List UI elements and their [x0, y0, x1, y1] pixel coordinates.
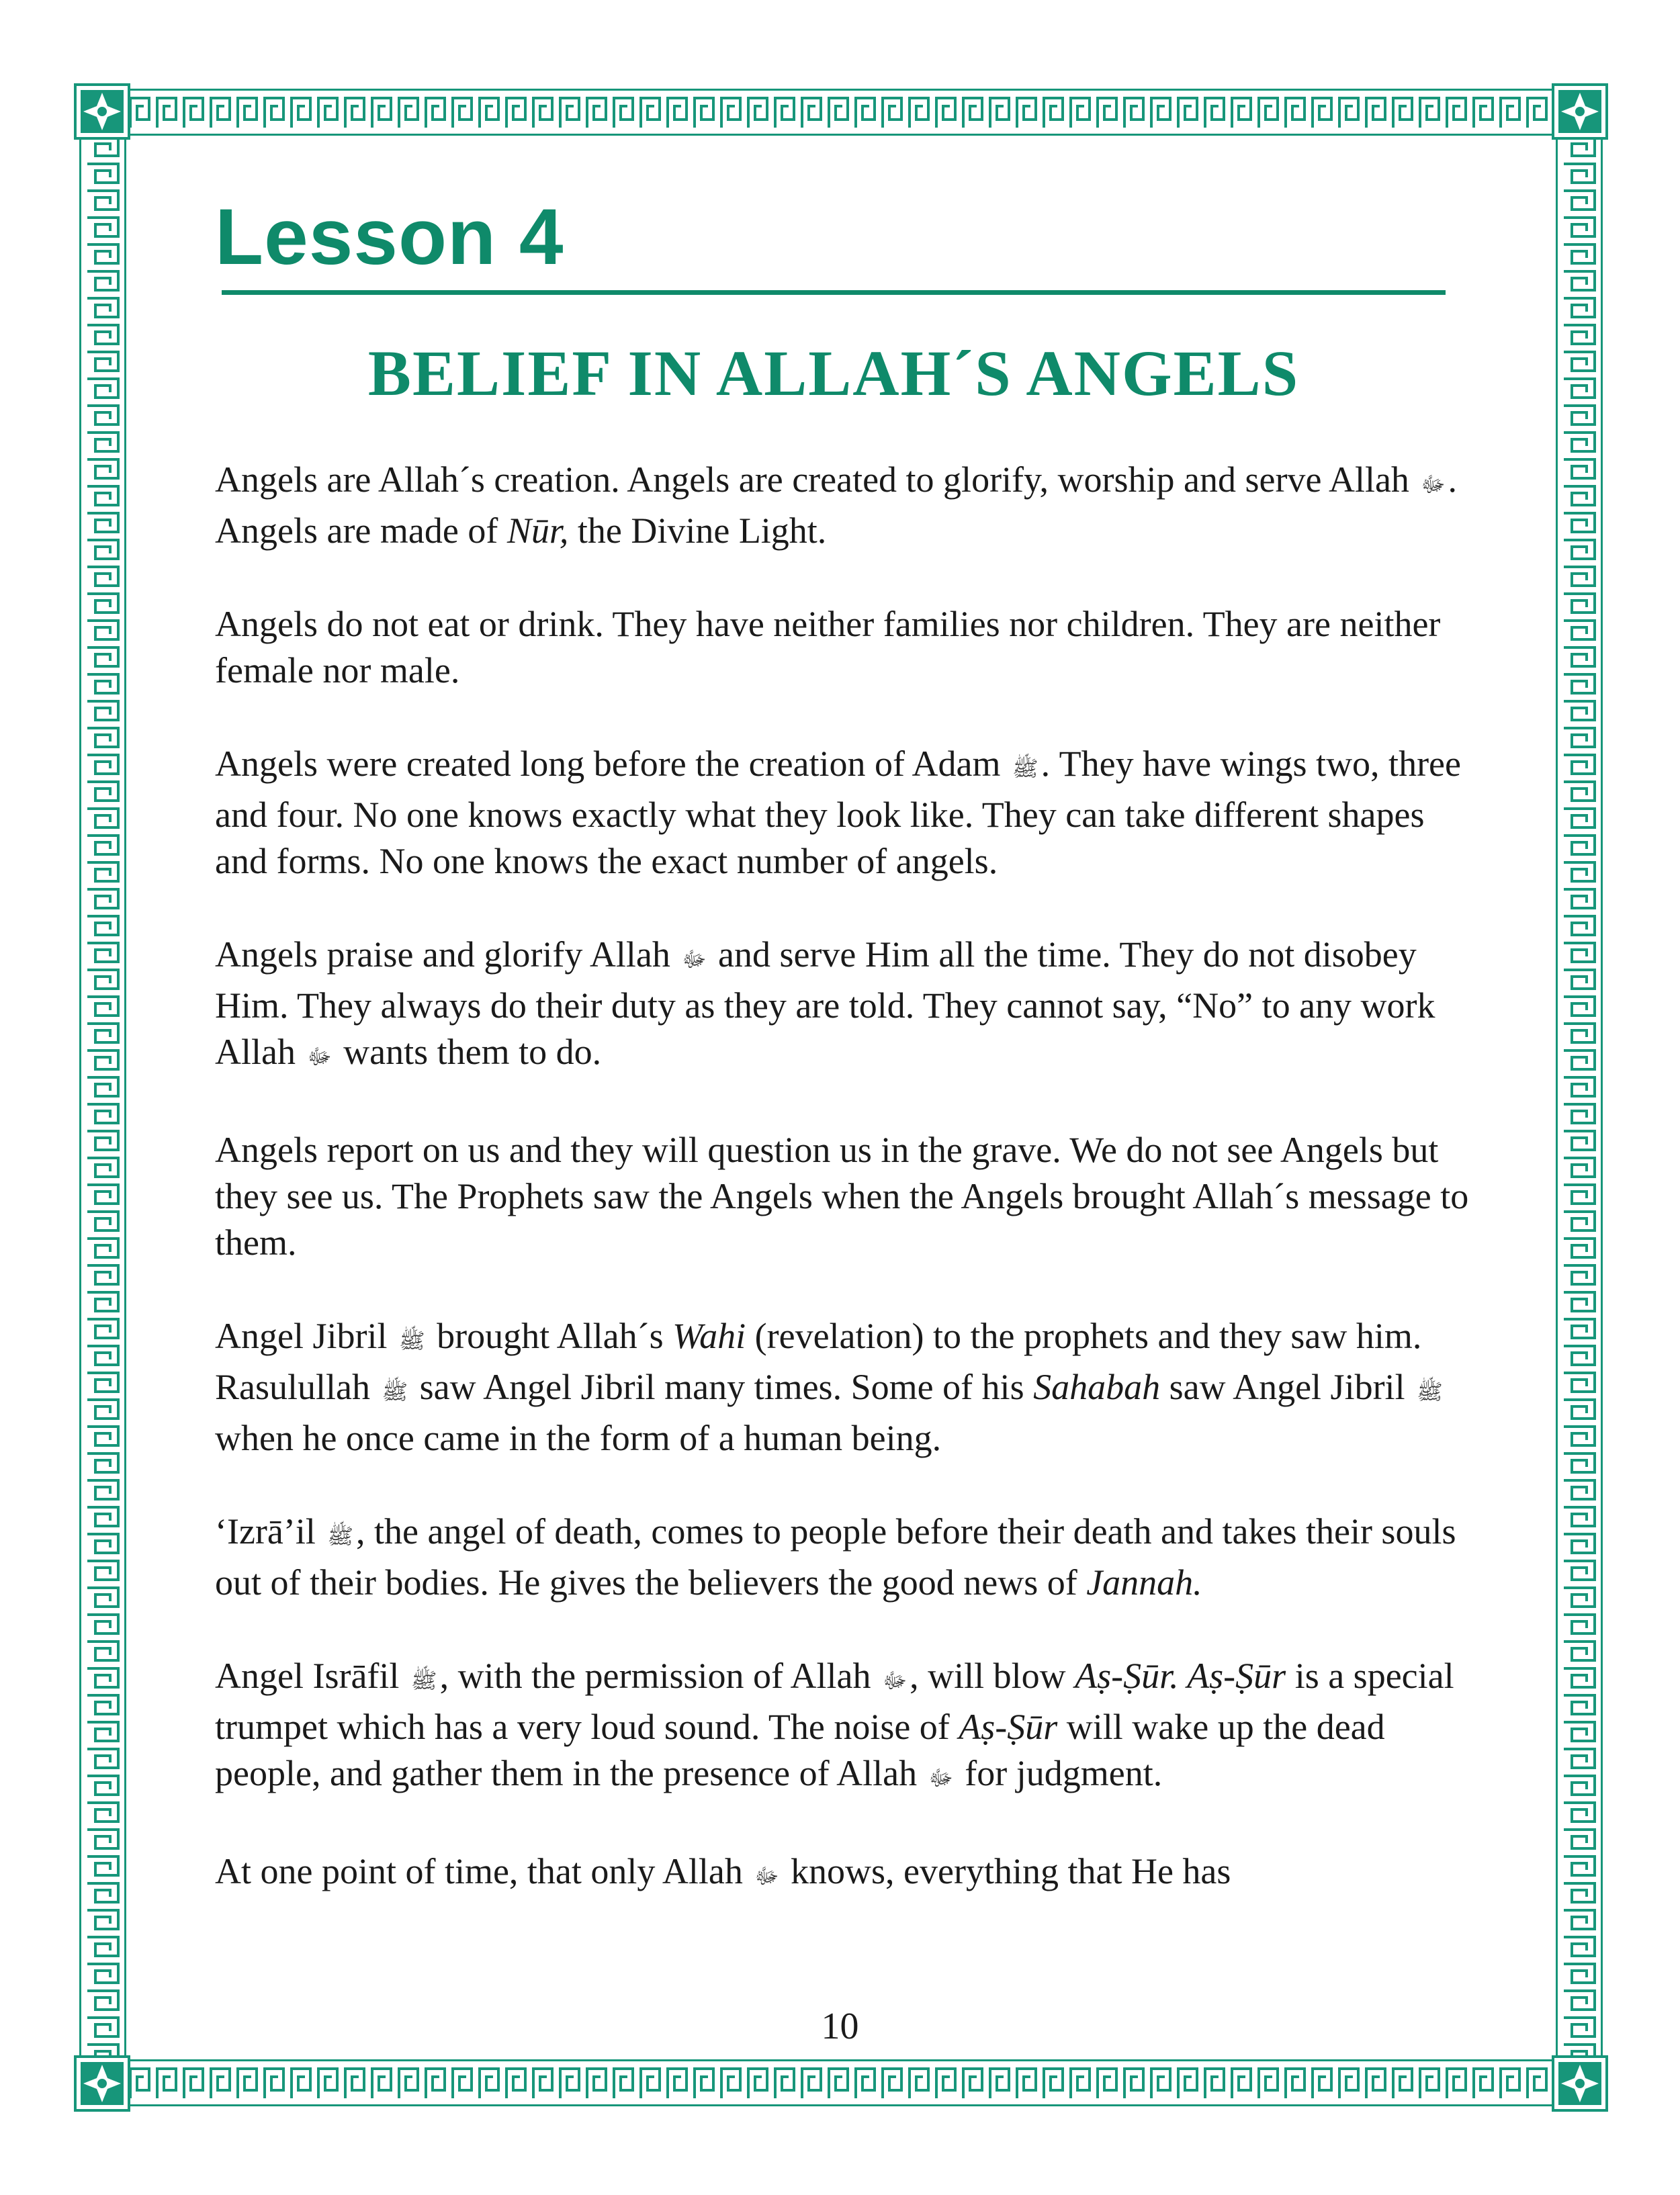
text-run: will wake up the dead people, and gather them in the presence of Allah: [215, 1707, 1385, 1793]
text-run: , with the permission of Allah: [439, 1656, 880, 1696]
italic-term: Sahabah: [1033, 1367, 1161, 1407]
text-run: Angel Jibril: [215, 1316, 396, 1356]
honorific-glyph: ﷻ: [682, 947, 707, 971]
corner-ornament-icon: [1552, 83, 1608, 140]
honorific-glyph: ﷺ: [1417, 1380, 1443, 1404]
text-run: when he once came in the form of a human being.: [215, 1418, 942, 1458]
corner-ornament-icon: [74, 2055, 130, 2112]
page-number: 10: [821, 2006, 859, 2047]
text-run: , will blow: [910, 1656, 1075, 1696]
honorific-glyph: ﷻ: [307, 1044, 332, 1069]
lesson-body: [215, 457, 1478, 1946]
text-run: (revelation) to the prophets and they saw him. Rasulullah: [215, 1316, 1422, 1407]
text-run: Angels report on us and they will question us in the grave. We do not see Angels but they see us. The Prophets saw the Angels when the Angels brought Allah´s message to them.: [215, 1130, 1469, 1263]
honorific-glyph: ﷻ: [754, 1864, 779, 1888]
border-right: [1556, 134, 1603, 2059]
paragraph: [215, 932, 1478, 1080]
text-run: is a special trumpet which has a very loud sound. The noise of: [215, 1656, 1454, 1747]
italic-term: Aṣ-Ṣūr. Aṣ-Ṣūr: [1075, 1656, 1286, 1696]
paragraph: [215, 741, 1478, 885]
paragraph: [215, 1509, 1478, 1606]
honorific-glyph: ﷺ: [327, 1524, 354, 1548]
border-bottom: [128, 2059, 1556, 2106]
honorific-glyph: ﷻ: [928, 1766, 953, 1790]
paragraph: [215, 1653, 1478, 1801]
italic-term: Jannah.: [1086, 1562, 1202, 1603]
paragraph: [215, 1313, 1478, 1462]
paragraph: [215, 457, 1478, 554]
text-run: knows, everything that He has: [781, 1851, 1231, 1891]
page-title: BELIEF IN ALLAH´S ANGELS: [367, 337, 1300, 409]
text-run: Angels do not eat or drink. They have neither families nor children. They are neither female nor male.: [215, 604, 1441, 690]
honorific-glyph: ﷺ: [410, 1668, 437, 1693]
italic-term: Aṣ-Ṣūr: [959, 1707, 1058, 1747]
honorific-glyph: ﷺ: [398, 1329, 425, 1353]
honorific-glyph: ﷻ: [1421, 472, 1446, 496]
text-run: . Angels are made of: [215, 459, 1458, 551]
text-run: wants them to do.: [334, 1032, 602, 1072]
text-run: . They have wings two, three and four. No one knows exactly what they look like. They can take different shapes and forms. No one knows the exact number of angels.: [215, 744, 1461, 881]
paragraph: [215, 1127, 1478, 1266]
lesson-divider: [222, 290, 1446, 295]
text-run: and serve Him all the time. They do not disobey Him. They always do their duty as they are told. They cannot say, “No” to any work Allah: [215, 934, 1435, 1072]
text-run: , the angel of death, comes to people before their death and takes their souls out of their bodies. He gives the believers the good news of: [215, 1511, 1456, 1603]
italic-term: Wahi: [672, 1316, 746, 1356]
honorific-glyph: ﷺ: [1012, 756, 1038, 780]
text-run: saw Angel Jibril many times. Some of his: [410, 1367, 1034, 1407]
honorific-glyph: ﷺ: [382, 1380, 408, 1404]
lesson-label: Lesson 4: [215, 193, 564, 281]
text-run: brought Allah´s: [427, 1316, 673, 1356]
italic-term: Nūr,: [506, 510, 569, 551]
text-run: At one point of time, that only Allah: [215, 1851, 752, 1891]
paragraph: [215, 1848, 1478, 1899]
corner-ornament-icon: [74, 83, 130, 140]
text-run: for judgment.: [955, 1753, 1163, 1793]
text-run: the Divine Light.: [568, 510, 827, 551]
text-run: Angels are Allah´s creation. Angels are created to glorify, worship and serve Allah: [215, 459, 1419, 500]
paragraph: [215, 601, 1478, 694]
text-run: saw Angel Jibril: [1160, 1367, 1415, 1407]
corner-ornament-icon: [1552, 2055, 1608, 2112]
border-left: [79, 134, 126, 2059]
text-run: Angels were created long before the creation of Adam: [215, 744, 1010, 784]
border-top: [128, 89, 1556, 136]
text-run: ‘Izrā’il: [215, 1511, 325, 1552]
text-run: Angel Isrāfil: [215, 1656, 408, 1696]
honorific-glyph: ﷻ: [883, 1668, 908, 1693]
text-run: Angels praise and glorify Allah: [215, 934, 680, 975]
